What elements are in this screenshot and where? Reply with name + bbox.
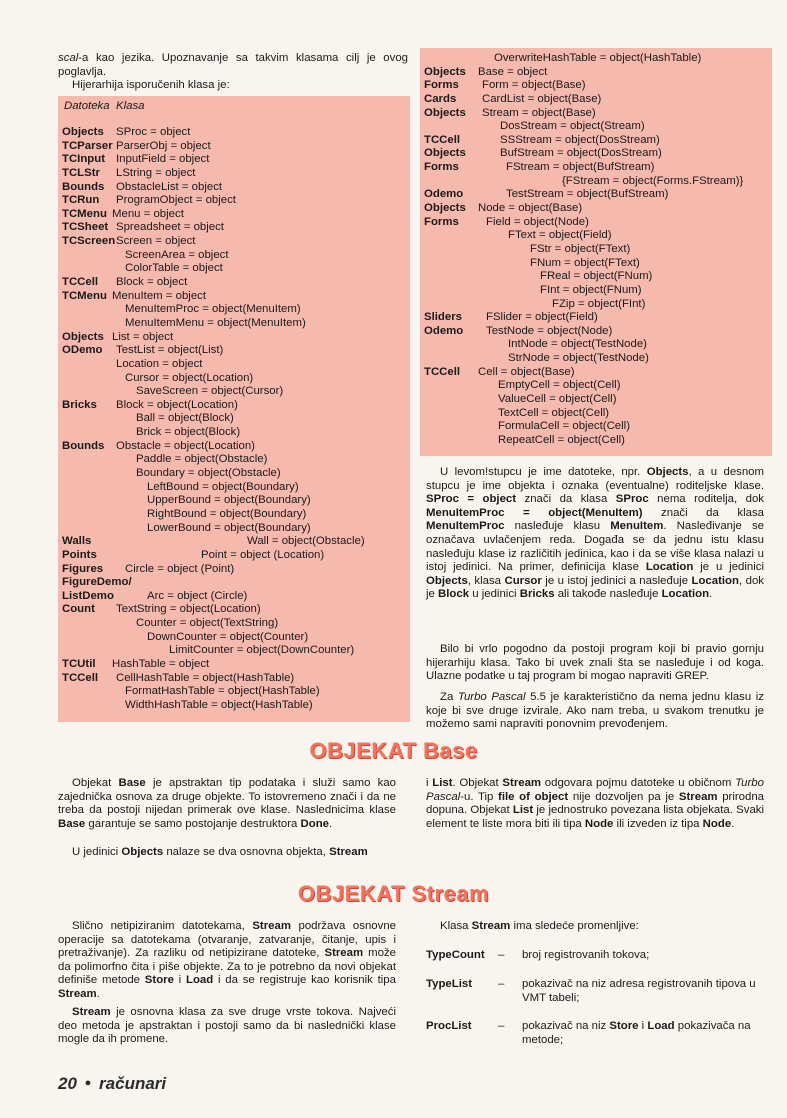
unit-label: Objects — [424, 202, 466, 215]
class-declaration: Ball = object(Block) — [136, 412, 234, 425]
variable-definition — [426, 978, 764, 1008]
class-declaration: FZip = object(FInt) — [552, 297, 646, 310]
unit-label: Count — [62, 603, 95, 616]
bullet-icon: ● — [84, 1077, 92, 1089]
class-declaration: ValueCell = object(Cell) — [498, 393, 617, 406]
hierarchy-row — [58, 467, 410, 481]
class-declaration: FormatHashTable = object(HashTable) — [125, 685, 320, 698]
class-declaration: TestList = object(List) — [116, 344, 224, 357]
hierarchy-row — [420, 147, 772, 161]
class-declaration: StrNode = object(TestNode) — [508, 352, 649, 365]
hierarchy-row — [58, 440, 410, 454]
hierarchy-row — [58, 194, 410, 208]
base-paragraph-right — [426, 777, 764, 831]
variable-name: ProcList — [426, 1020, 472, 1032]
class-declaration: FReal = object(FNum) — [540, 270, 653, 283]
class-declaration: Cell = object(Base) — [478, 365, 575, 378]
unit-label: Bounds — [62, 180, 105, 193]
class-declaration: Cursor = object(Location) — [125, 371, 254, 384]
class-declaration: Stream = object(Base) — [482, 106, 596, 119]
class-declaration: Counter = object(TextString) — [136, 617, 279, 630]
hierarchy-row — [420, 284, 772, 298]
text-run: i — [426, 777, 433, 789]
class-declaration: Point = object (Location) — [201, 548, 325, 561]
text-run: Base — [118, 777, 146, 789]
text-run: Store — [144, 974, 174, 987]
hierarchy-row — [420, 229, 772, 243]
hierarchy-row — [58, 221, 410, 235]
text-run: odgovara pojmu datoteke u običnom — [541, 777, 736, 789]
text-run: može da polimorfno čita i piše objekte. Za to je potrebno da novi objekat definiše metode — [58, 947, 396, 987]
hierarchy-row — [58, 453, 410, 467]
text-run: nalaze se dva osnovna objekta, — [163, 846, 330, 858]
class-declaration: EmptyCell = object(Cell) — [498, 379, 621, 392]
hierarchy-row — [58, 535, 410, 549]
section-heading-stream: OBJEKAT Stream — [297, 881, 490, 906]
hierarchy-row — [58, 153, 410, 167]
text-run: nije dozvoljen pa je — [568, 790, 679, 803]
class-declaration: CardList = object(Base) — [482, 92, 602, 105]
unit-label: Cards — [424, 92, 457, 105]
text-run: znači da klasa — [516, 493, 616, 506]
hierarchy-row — [420, 407, 772, 421]
section-heading-base: OBJEKAT Base — [309, 738, 478, 763]
text-run: U levom!stupcu je ime datoteke, npr. — [440, 466, 647, 478]
text-run: pokazivača na metode; — [522, 1020, 751, 1046]
class-declaration: SSStream = object(DosStream) — [500, 133, 660, 146]
intro-line1: -a kao jezika. Upoznavanje sa takvim klasama cilj je ovog poglavlja. — [58, 52, 408, 78]
text-run: podržava osnovne operacije sa datotekama (otvaranje, zatvaranje, čitanje, upis i pretraživanje). Za razliku od netipizirane datoteke, — [58, 920, 396, 960]
class-declaration: Spreadsheet = object — [116, 221, 224, 234]
p3-post: 5.5 je karakteristično da nema jednu klasu iz koje bi sve druge izvirale. Ako nam treba, u svakom trenutku je možemo sami napraviti ponovnim prevođenjem. — [426, 691, 764, 731]
class-declaration: LString = object — [116, 166, 196, 179]
hierarchy-row — [420, 366, 772, 380]
unit-label: TCSheet — [62, 221, 109, 234]
unit-label: Walls — [62, 535, 92, 548]
hierarchy-row — [58, 208, 410, 222]
variable-description — [522, 949, 764, 963]
text-run: . — [96, 987, 100, 1000]
variable-definition — [426, 1020, 764, 1050]
text-run: file of object — [498, 790, 569, 803]
unit-label: ODemo — [62, 344, 103, 357]
class-declaration: FNum = object(FText) — [530, 256, 640, 269]
text-run: nema roditelja, dok — [648, 493, 764, 506]
hierarchy-row — [58, 303, 410, 317]
hierarchy-row — [58, 481, 410, 495]
text-run: Load — [647, 1020, 675, 1032]
hierarchy-row — [58, 508, 410, 522]
hierarchy-row — [420, 161, 772, 175]
text-run: . — [329, 817, 333, 830]
variable-definition — [426, 949, 764, 965]
text-run: u jedinici — [469, 588, 520, 601]
hierarchy-row — [58, 140, 410, 154]
class-declaration: {FStream = object(Forms.FStream)} — [562, 174, 744, 187]
hierarchy-row — [58, 576, 410, 590]
hierarchy-row — [420, 379, 772, 393]
hierarchy-row — [420, 216, 772, 230]
class-declaration: DosStream = object(Stream) — [500, 120, 645, 133]
text-run: ili izveden iz tipa — [613, 817, 703, 830]
dash: – — [498, 978, 505, 990]
class-declaration: Node = object(Base) — [478, 202, 583, 215]
page-number: 20 — [58, 1074, 77, 1093]
unit-label: Figures — [62, 562, 104, 575]
class-declaration: Menu = object — [112, 207, 184, 220]
text-run: Klasa — [440, 920, 472, 932]
unit-label: Objects — [424, 65, 466, 78]
text-run: Stream — [72, 1006, 111, 1018]
dash: – — [498, 1020, 505, 1032]
hierarchy-row — [58, 372, 410, 386]
class-declaration: List = object — [112, 330, 174, 343]
unit-label: Objects — [62, 126, 104, 138]
text-run: Stream — [329, 846, 368, 858]
unit-label: TCCell — [62, 276, 99, 289]
base-paragraph-1 — [58, 777, 396, 831]
class-hierarchy-box-right — [420, 48, 772, 456]
text-run: List — [432, 777, 453, 789]
stream-vars-intro — [426, 920, 764, 934]
text-run: je osnovna klasa za sve druge vrste tokova. Najveći deo metoda je apstraktan i postoji samo da bi naslednički klase mogle da ih promene. — [58, 1006, 396, 1046]
hierarchy-row — [420, 325, 772, 339]
text-run: , a u desnom stupcu je ime objekta i oznaka (eventualne) roditeljske klase. — [426, 466, 765, 492]
hierarchy-row — [58, 331, 410, 345]
unit-label: Bounds — [62, 439, 105, 452]
class-declaration: InputField = object — [116, 153, 210, 166]
text-run: Stream — [324, 947, 364, 960]
class-declaration: FInt = object(FNum) — [540, 283, 642, 296]
text-run: prirodna dopuna. Objekat — [426, 790, 764, 817]
class-declaration: SProc = object — [116, 126, 191, 138]
class-declaration: FText = object(Field) — [508, 229, 612, 242]
class-declaration: TextCell = object(Cell) — [498, 406, 610, 419]
class-declaration: Obstacle = object(Location) — [116, 439, 255, 452]
class-declaration: ParserObj = object — [116, 139, 211, 152]
hierarchy-row — [58, 644, 410, 658]
hierarchy-row — [58, 399, 410, 413]
variable-description — [522, 978, 764, 1005]
intro-italic: scal — [58, 52, 79, 64]
stream-paragraph-1 — [58, 920, 396, 1002]
text-run: znači da klasa — [642, 506, 764, 519]
text-run: Objects — [121, 846, 164, 858]
class-declaration: UpperBound = object(Boundary) — [147, 494, 311, 507]
class-declaration: RightBound = object(Boundary) — [147, 507, 307, 520]
hierarchy-row — [58, 385, 410, 399]
class-hierarchy-box-left — [58, 96, 410, 722]
right-hierarchy-rows — [420, 52, 772, 448]
unit-label: TCLStr — [62, 166, 100, 179]
text-run: Done — [300, 817, 330, 830]
hierarchy-row — [420, 66, 772, 80]
hierarchy-row — [58, 126, 410, 140]
explanation-paragraph-3 — [426, 691, 764, 732]
unit-label: Bricks — [62, 398, 97, 411]
explanation-paragraph-2: Bilo bi vrlo pogodno da postoji program koji bi pravio gornju hijerarhiju klasa. Tako bi uvek znali šta se nasleđuje i od koga. Ulazne podatke u taj program bi mogao napraviti GREP. — [426, 643, 764, 683]
hierarchy-row — [58, 181, 410, 195]
unit-label: Sliders — [424, 311, 462, 324]
text-run: Location — [661, 588, 710, 601]
text-run: Objekat — [72, 777, 119, 789]
hierarchy-row — [420, 243, 772, 257]
class-declaration: Brick = object(Block) — [136, 426, 241, 439]
hierarchy-row — [420, 134, 772, 148]
text-run: -u. Tip — [460, 790, 499, 803]
unit-label: Odemo — [424, 324, 464, 337]
box-header — [58, 100, 410, 116]
text-run: Stream — [502, 777, 542, 789]
hierarchy-row — [420, 420, 772, 434]
hierarchy-row — [420, 188, 772, 202]
hierarchy-row — [420, 270, 772, 284]
variable-name: TypeCount — [426, 949, 485, 961]
text-run: Location — [691, 574, 739, 587]
text-run: . Objekat — [452, 777, 503, 789]
unit-label: ListDemo — [62, 589, 114, 602]
text-run: Cursor — [504, 574, 542, 587]
text-run: Stream — [58, 987, 97, 1000]
p3-italic: Turbo Pascal — [457, 691, 526, 703]
unit-label: Forms — [424, 161, 459, 174]
class-declaration: Block = object — [116, 276, 188, 289]
text-run: . — [709, 588, 713, 601]
class-declaration: Location = object — [116, 357, 203, 370]
hierarchy-row — [420, 352, 772, 366]
text-run: SProc = object — [426, 493, 517, 506]
unit-label: Odemo — [424, 188, 464, 201]
hierarchy-row — [420, 93, 772, 107]
hierarchy-row — [420, 393, 772, 407]
hierarchy-row — [420, 202, 772, 216]
hierarchy-row — [420, 434, 772, 448]
hierarchy-row — [58, 358, 410, 372]
text-run: Load — [185, 974, 214, 987]
text-run: je apstraktan tip podataka i služi samo kao zajednička osnova za druge objekte. To istovremeno znači i da ne treba da postoji nijedan primerak ove klase. Naslednicima klase — [58, 777, 396, 817]
hierarchy-row — [58, 563, 410, 577]
class-declaration: Base = object — [478, 65, 548, 78]
class-declaration: FStream = object(BufStream) — [506, 161, 655, 174]
hierarchy-row — [58, 631, 410, 645]
text-run: je u istoj jedinici a nasleđuje — [541, 574, 692, 587]
class-declaration: LimitCounter = object(DownCounter) — [169, 644, 355, 657]
magazine-name: računari — [99, 1074, 167, 1093]
unit-label: TCCell — [424, 133, 461, 146]
class-declaration: FSlider = object(Field) — [486, 311, 598, 324]
text-run: Base — [58, 817, 86, 830]
hierarchy-row — [58, 590, 410, 604]
text-run: . Nasleđivanje se označava uvlačenjem reda. Događa se da jednu istu klasu nasleđuju klase iz različitih jedinica, kao i da se više klasa nalazi u istoj jedinici. Na primer, definicija klase — [426, 520, 764, 574]
class-declaration: Circle = object (Point) — [125, 562, 235, 575]
unit-label: TCParser — [62, 139, 113, 152]
class-declaration: ColorTable = object — [125, 262, 223, 275]
class-declaration: ProgramObject = object — [116, 194, 236, 207]
text-run: i da se registruje kao korisnik tipa — [213, 974, 396, 987]
text-run: MenuItemProc = object(MenuItem) — [426, 506, 643, 519]
class-declaration: WidthHashTable = object(HashTable) — [125, 698, 313, 711]
hierarchy-row — [420, 79, 772, 93]
unit-label: Forms — [424, 79, 459, 92]
text-run: ali takođe nasleđuje — [554, 588, 662, 601]
class-declaration: LowerBound = object(Boundary) — [147, 521, 311, 534]
class-declaration: BufStream = object(DosStream) — [500, 147, 662, 160]
unit-label: TCUtil — [62, 657, 96, 670]
text-run: U jedinici — [72, 846, 122, 858]
class-declaration: Form = object(Base) — [482, 79, 586, 92]
unit-label: Points — [62, 548, 97, 561]
header-file: Datoteka — [64, 100, 110, 112]
p3-pre: Za — [440, 691, 458, 703]
hierarchy-row — [58, 494, 410, 508]
class-declaration: Block = object(Location) — [116, 398, 238, 411]
class-declaration: FormulaCell = object(Cell) — [498, 420, 630, 433]
class-declaration: Field = object(Node) — [486, 215, 589, 228]
base-paragraph-2 — [58, 846, 396, 860]
text-run: Location — [645, 561, 694, 574]
hierarchy-row — [58, 617, 410, 631]
intro-text — [58, 52, 408, 93]
hierarchy-row — [420, 52, 772, 66]
hierarchy-row — [58, 672, 410, 686]
text-run: Objects — [426, 574, 468, 587]
class-declaration: DownCounter = object(Counter) — [147, 630, 309, 643]
unit-label: TCCell — [424, 365, 461, 378]
text-run: . — [731, 817, 735, 830]
text-run: nasleđuje klasu — [504, 520, 611, 533]
text-run: Stream — [471, 920, 511, 932]
header-class: Klasa — [116, 100, 145, 112]
text-run: ima sledeće promenljive: — [510, 920, 639, 932]
text-run: MenuItemProc — [426, 520, 505, 533]
text-run: Turbo Pascal — [426, 777, 764, 803]
hierarchy-row — [58, 317, 410, 331]
unit-label: Objects — [424, 106, 466, 119]
variable-name: TypeList — [426, 978, 472, 990]
unit-label: TCMenu — [62, 207, 107, 220]
unit-label: Forms — [424, 215, 459, 228]
left-hierarchy-rows — [58, 126, 410, 713]
text-run: Stream — [252, 920, 291, 932]
class-declaration: Paddle = object(Obstacle) — [136, 453, 268, 466]
text-run: Bricks — [519, 588, 555, 601]
hierarchy-row — [58, 344, 410, 358]
class-declaration: Arc = object (Circle) — [147, 589, 248, 602]
class-declaration: ObstacleList = object — [116, 180, 223, 193]
hierarchy-row — [58, 249, 410, 263]
class-declaration: MenuItemProc = object(MenuItem) — [125, 303, 301, 316]
text-run: garantuje se samo postojanje destruktora — [85, 817, 301, 830]
text-run: pokazivač na niz adresa registrovanih tipova u VMT tabeli; — [522, 978, 756, 1004]
class-declaration: TestStream = object(BufStream) — [506, 188, 669, 201]
class-declaration: FStr = object(FText) — [530, 242, 631, 255]
hierarchy-row — [58, 549, 410, 563]
hierarchy-row — [58, 276, 410, 290]
unit-label: TCInput — [62, 153, 106, 166]
text-run: Store — [609, 1020, 639, 1032]
hierarchy-row — [58, 290, 410, 304]
hierarchy-row — [58, 658, 410, 672]
unit-label: Objects — [62, 330, 104, 343]
hierarchy-row — [420, 298, 772, 312]
hierarchy-row — [420, 107, 772, 121]
text-run: i — [638, 1020, 648, 1032]
hierarchy-row — [58, 235, 410, 249]
class-declaration: TextString = object(Location) — [116, 603, 261, 616]
class-declaration: Boundary = object(Obstacle) — [136, 467, 281, 480]
variable-description — [522, 1020, 764, 1047]
class-declaration: Wall = object(Obstacle) — [247, 535, 365, 548]
hierarchy-row — [420, 257, 772, 271]
class-declaration: Screen = object — [116, 235, 196, 248]
text-run: , dok je — [426, 574, 764, 601]
hierarchy-row — [58, 167, 410, 181]
class-declaration: MenuItem = object — [112, 289, 207, 302]
text-run: Slično netipiziranim datotekama, — [72, 920, 253, 932]
intro-line2: Hijerarhija isporučenih klasa je: — [72, 79, 230, 92]
dash: – — [498, 949, 505, 961]
class-declaration: HashTable = object — [112, 657, 210, 670]
text-run: pokazivač na niz — [522, 1020, 610, 1032]
text-run: Objects — [646, 466, 689, 478]
explanation-paragraph-1 — [426, 466, 764, 602]
class-declaration: RepeatCell = object(Cell) — [498, 433, 625, 446]
text-run: MenuItem — [610, 520, 664, 533]
hierarchy-row — [58, 412, 410, 426]
text-run: Node — [702, 817, 732, 830]
hierarchy-row — [58, 685, 410, 699]
text-run: broj registrovanih tokova; — [522, 949, 650, 961]
text-run: je u jedinici — [693, 561, 764, 574]
text-run: SProc — [615, 493, 649, 506]
text-run: Node — [584, 817, 614, 830]
class-declaration: TestNode = object(Node) — [486, 324, 613, 337]
hierarchy-row — [420, 338, 772, 352]
stream-paragraph-2 — [58, 1006, 396, 1047]
text-run: je jednostruko povezana lista objekata. Svaki element te liste mora biti ili tipa — [426, 804, 765, 830]
hierarchy-row — [420, 175, 772, 189]
class-declaration: CellHashTable = object(HashTable) — [116, 671, 295, 684]
unit-label: Objects — [424, 147, 466, 160]
class-declaration: IntNode = object(TestNode) — [508, 338, 647, 351]
hierarchy-row — [58, 426, 410, 440]
class-declaration: MenuItemMenu = object(MenuItem) — [125, 316, 306, 329]
unit-label: FigureDemo/ — [62, 576, 132, 589]
text-run: List — [512, 804, 534, 817]
text-run: Block — [438, 588, 470, 601]
hierarchy-row — [58, 603, 410, 617]
class-declaration: SaveScreen = object(Cursor) — [136, 385, 284, 398]
text-run: i — [173, 974, 186, 987]
unit-label: TCRun — [62, 194, 100, 207]
hierarchy-row — [420, 120, 772, 134]
unit-label: TCMenu — [62, 289, 107, 302]
hierarchy-row — [58, 262, 410, 276]
class-declaration: OverwriteHashTable = object(HashTable) — [494, 52, 702, 64]
class-declaration: ScreenArea = object — [125, 248, 229, 261]
unit-label: TCScreen — [62, 235, 116, 248]
hierarchy-row — [420, 311, 772, 325]
unit-label: TCCell — [62, 671, 99, 684]
hierarchy-row — [58, 699, 410, 713]
page-footer — [58, 1074, 166, 1094]
class-declaration: LeftBound = object(Boundary) — [147, 480, 299, 493]
text-run: Stream — [678, 790, 718, 803]
text-run: , klasa — [467, 574, 505, 587]
hierarchy-row — [58, 522, 410, 536]
